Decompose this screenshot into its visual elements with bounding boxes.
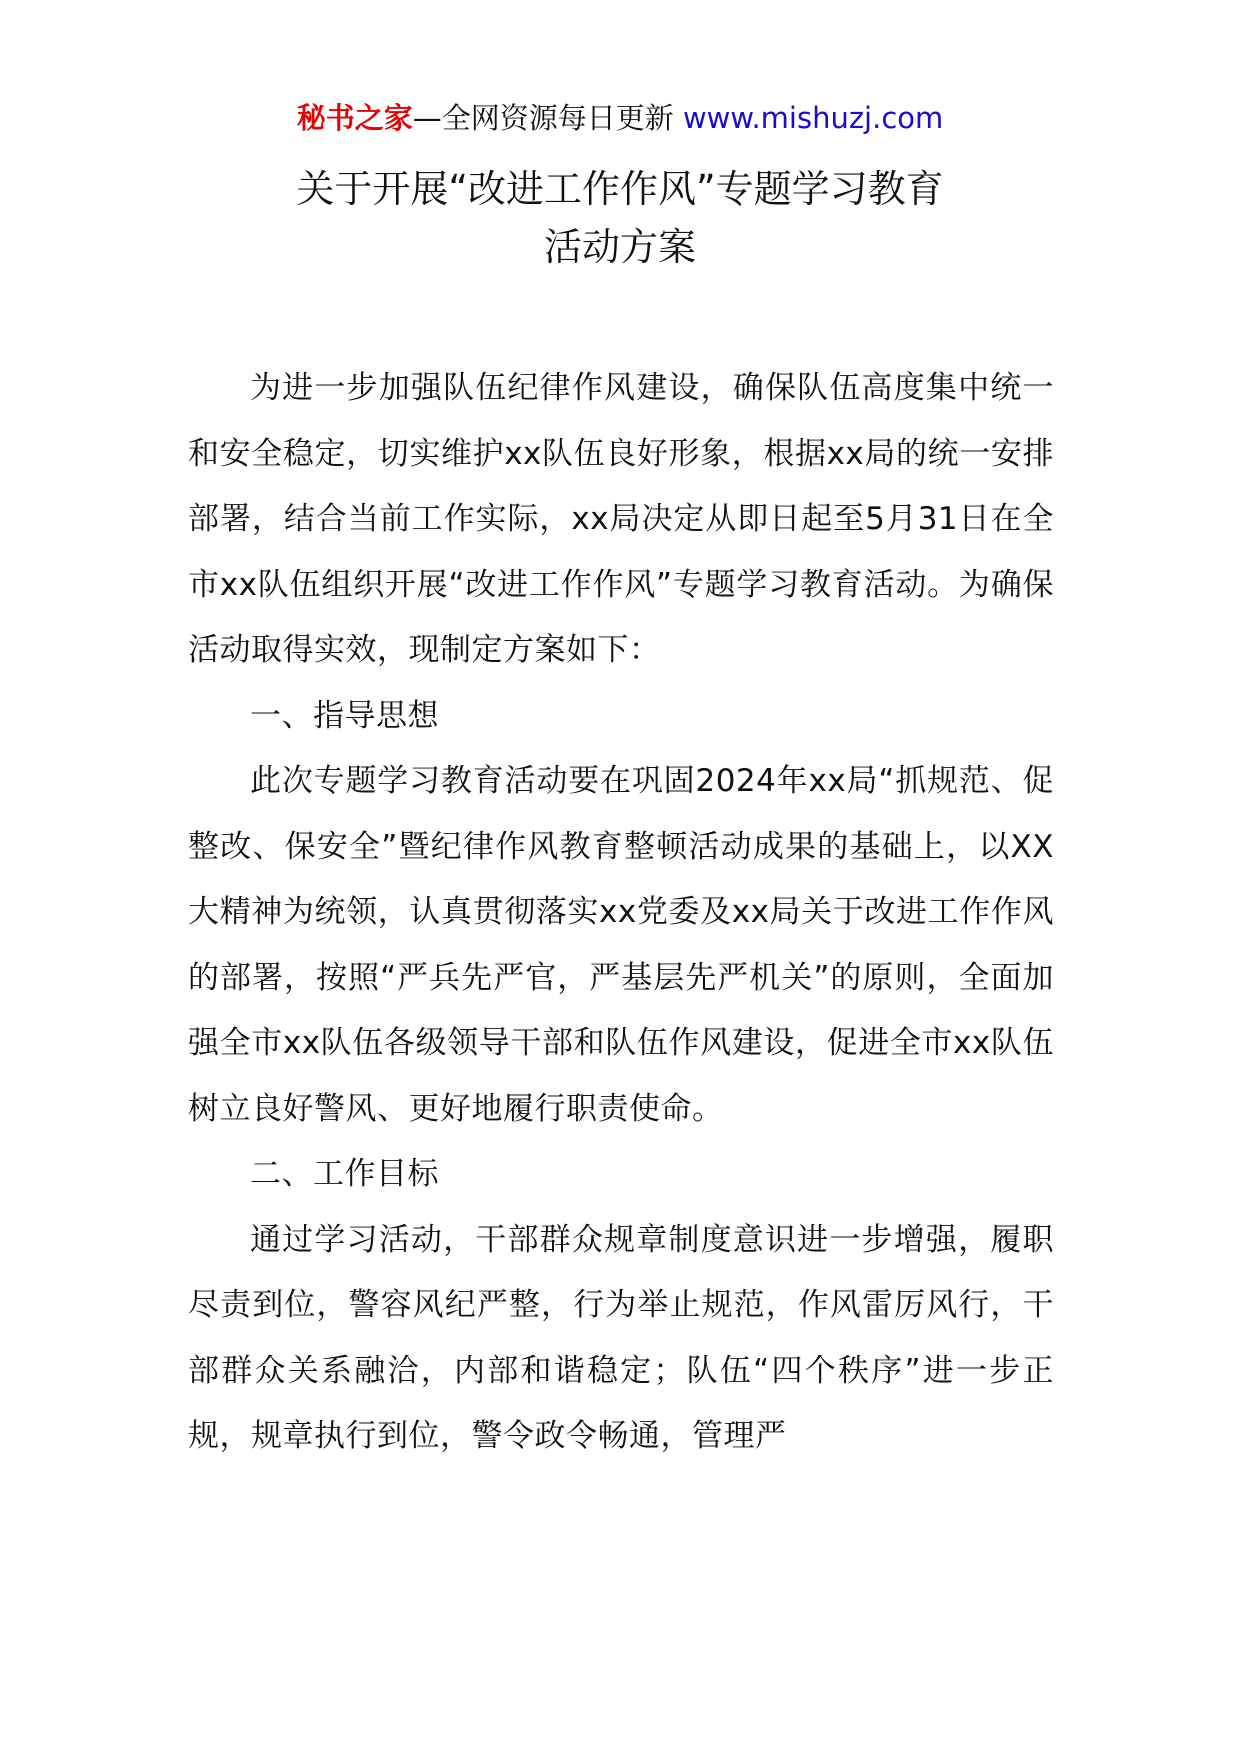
- section-heading-work-goals: 二、工作目标: [250, 1156, 439, 1192]
- guiding-thought-paragraph: 此次专题学习教育活动要在巩固2024年xx局“抓规范、促整改、保安全”暨纪律作风教育整顿活动成果的基础上，以XX大精神为统领，认真贯彻落实xx党委及xx局关于改进工作作风的部署，按照“严兵先严官，严基层先严机关”的原则，全面加强全市xx队伍各级领导干部和队伍作风建设，促进全市xx队伍树立良好警风、更好地履行职责使命。: [188, 763, 1054, 1127]
- brand-name: 秘书之家: [296, 101, 413, 135]
- work-goals-paragraph: 通过学习活动，干部群众规章制度意识进一步增强，履职尽责到位，警容风纪严整，行为举止规范，作风雷厉风行，干部群众关系融洽，内部和谐稳定；队伍“四个秩序”进一步正规，规章执行到位，警令政令畅通，管理严: [188, 1221, 1054, 1454]
- site-banner: [0, 98, 1240, 138]
- document-title: [0, 160, 1240, 276]
- document-body: [188, 356, 1054, 1470]
- title-line-2: 活动方案: [543, 225, 696, 269]
- section-heading-guiding-thought: 一、指导思想: [250, 697, 439, 734]
- banner-tagline: —全网资源每日更新: [412, 101, 683, 135]
- site-url-link[interactable]: www.mishuzj.com: [682, 101, 944, 135]
- intro-paragraph: 为进一步加强队伍纪律作风建设，确保队伍高度集中统一和安全稳定，切实维护xx队伍良好形象，根据xx局的统一安排部署，结合当前工作实际，xx局决定从即日起至5月31日在全市xx队伍组织开展“改进工作作风”专题学习教育活动。为确保活动取得实效，现制定方案如下：: [188, 370, 1054, 668]
- title-line-1: 关于开展“改进工作作风”专题学习教育: [296, 167, 944, 211]
